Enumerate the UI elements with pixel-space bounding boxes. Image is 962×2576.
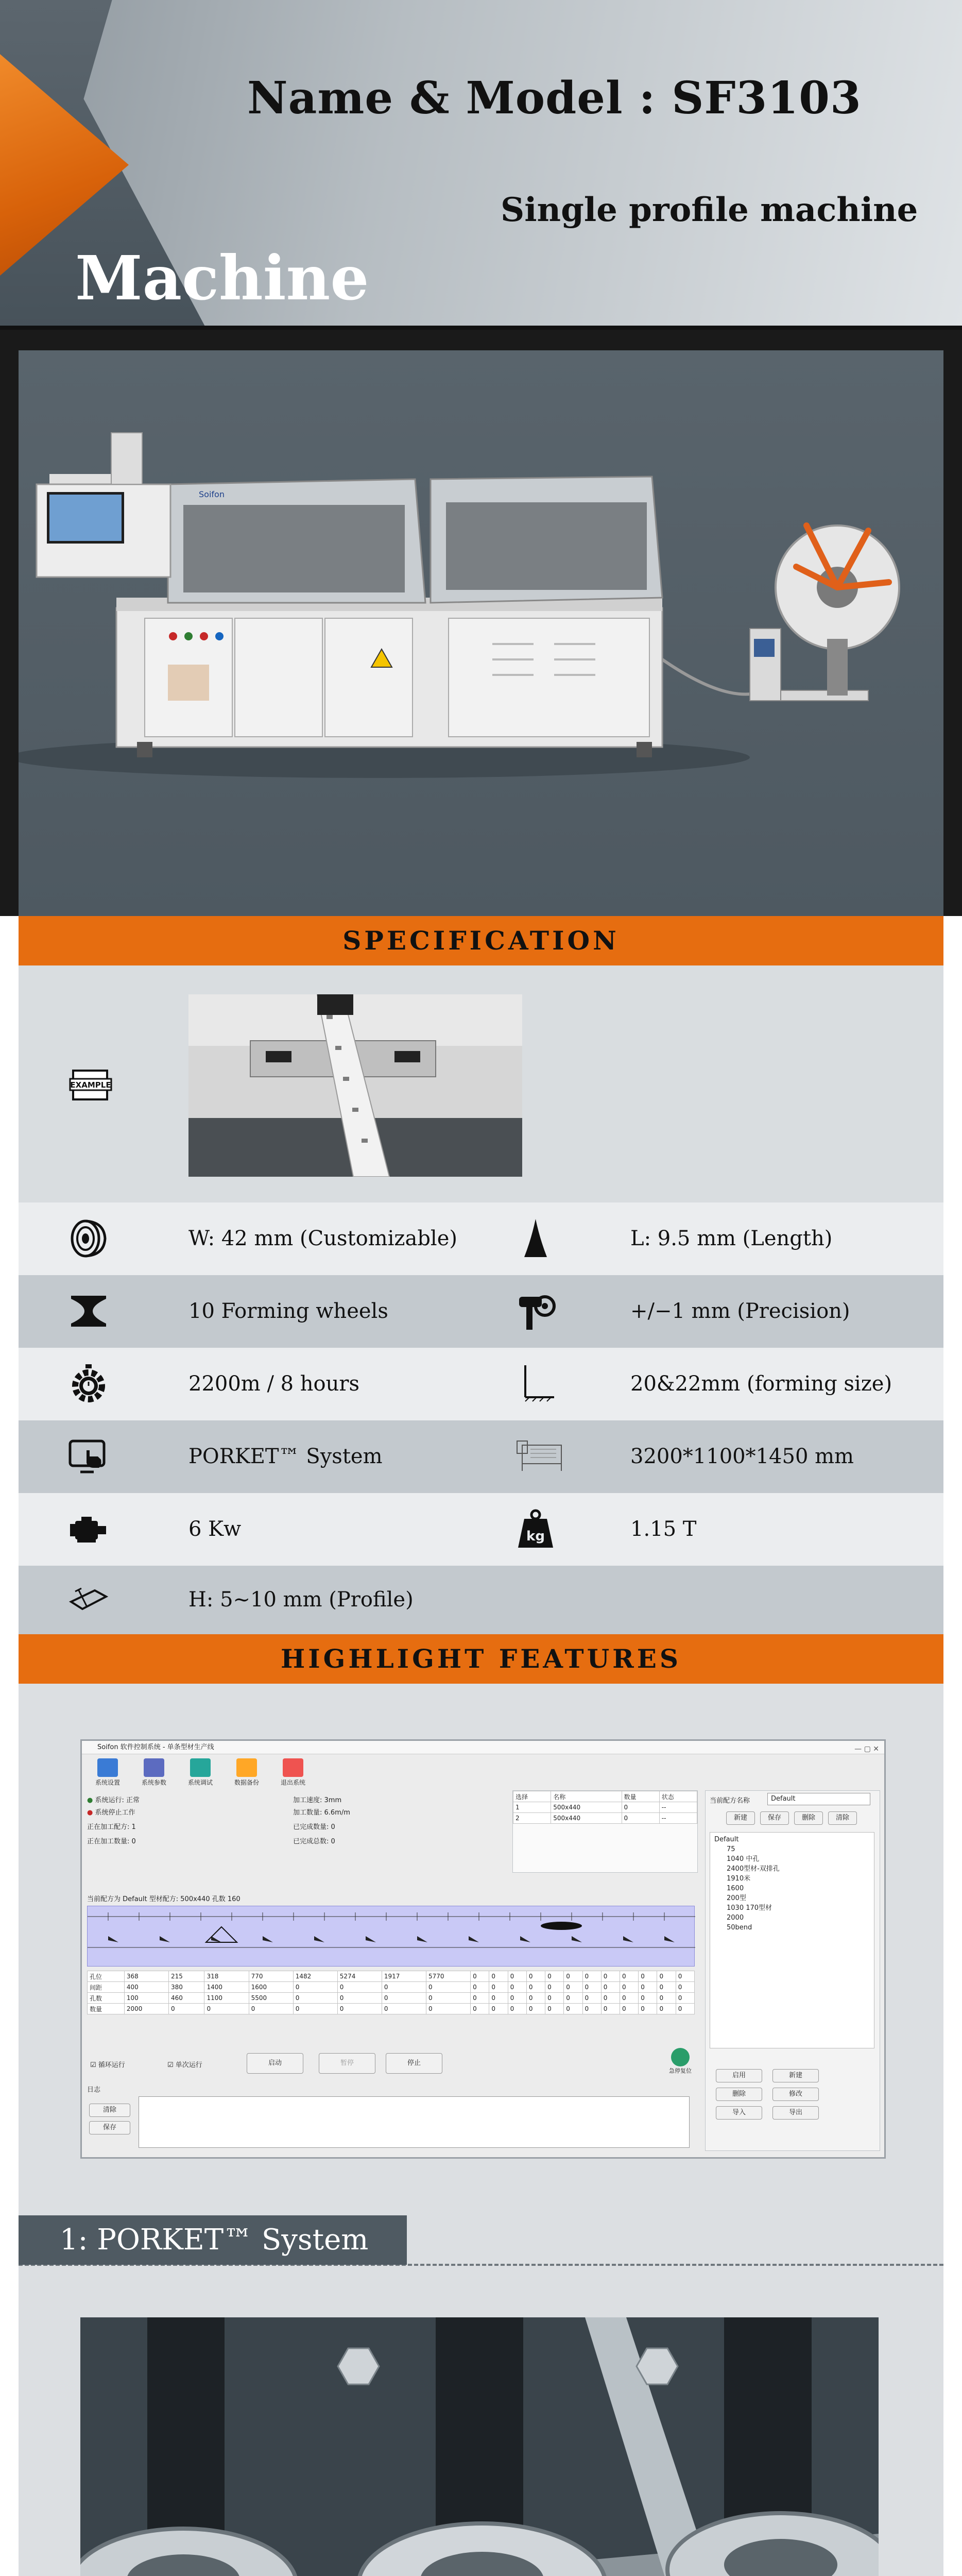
feature-1-label: 1: PORKET™ System (19, 2215, 407, 2265)
sw-log-clear-button[interactable]: 清除 (89, 2104, 130, 2117)
example-row (19, 965, 943, 1202)
forming-size-icon (515, 1363, 556, 1404)
spec-power: 6 Kw (188, 1517, 242, 1541)
tree-item[interactable]: 1040 中孔 (727, 1855, 760, 1863)
specification-banner (19, 916, 943, 965)
table-row: 2 500x440 0 -- (513, 1813, 697, 1824)
tree-item[interactable]: 50bend (727, 1924, 752, 1931)
tree-item[interactable]: 1910米 (727, 1875, 751, 1883)
sw-log-textarea[interactable] (139, 2096, 690, 2148)
sw-titlebar (82, 1741, 884, 1754)
forming-wheel-icon (68, 1291, 109, 1332)
sw-start-button[interactable]: 启动 (247, 2053, 303, 2074)
touch-screen-icon (68, 1436, 109, 1477)
sw-recipe-name-label: 当前配方名称 (710, 1797, 750, 1805)
weight-icon (515, 1509, 556, 1550)
sw-status-panel (87, 1792, 509, 1895)
spec-profile-height: H: 5~10 mm (Profile) (188, 1588, 414, 1612)
sw-title: Soifon 软件控制系统 - 单条型材生产线 (97, 1743, 214, 1751)
sw-status-2: ● 系统停止工作 (87, 1809, 135, 1817)
spec-weight: 1.15 T (630, 1517, 697, 1541)
spec-row-6 (19, 1566, 943, 1634)
caliper-icon (515, 1291, 556, 1332)
sw-status-1: ● 系统运行: 正常 (87, 1797, 140, 1804)
tree-item[interactable]: 1600 (727, 1885, 744, 1892)
tree-item[interactable]: 2400型材-双排孔 (727, 1865, 780, 1873)
kg-label: kg (526, 1529, 545, 1544)
sw-pause-button[interactable]: 暂停 (319, 2053, 375, 2074)
spec-width: W: 42 mm (Customizable) (188, 1227, 457, 1250)
sw-info-4: 已完成总数: 0 (293, 1838, 335, 1845)
spec-row-1 (19, 1202, 943, 1275)
sw-clear-button[interactable]: 清除 (828, 1811, 857, 1825)
forming-wheels-photo (80, 2317, 879, 2576)
example-label: EXAMPLE (70, 1080, 111, 1090)
sw-right-panel (705, 1790, 880, 2151)
machine-illustration (19, 350, 943, 916)
table-row: 孔位 368 215 318 770 1482 5274 1917 5770 0 0 0 0 0 0 0 0 0 0 0 0 (88, 1971, 695, 1982)
table-row: 孔数 100 460 1100 5500 0 0 0 0 0 0 0 0 0 0 0 0 0 0 0 0 (88, 1993, 695, 2004)
spec-system: PORKET™ System (188, 1445, 383, 1468)
spec-length: L: 9.5 mm (Length) (630, 1227, 833, 1250)
spec-forming-wheels: 10 Forming wheels (188, 1299, 388, 1323)
sw-save-button[interactable]: 保存 (760, 1811, 789, 1825)
machine-dimension-icon (515, 1436, 566, 1477)
sw-tool-params[interactable]: 系统参数 (133, 1757, 175, 1789)
sw-punch-ruler[interactable] (87, 1906, 695, 1967)
tree-root[interactable]: Default (714, 1836, 739, 1843)
example-icon (68, 1063, 114, 1110)
sw-recipe-table: 选择 名称 数量 状态 1 500x440 0 -- 2 500x440 0 -- (513, 1791, 697, 1824)
table-row: 间距 400 380 1400 1600 0 0 0 0 0 0 0 0 0 0 0 0 0 0 0 0 (88, 1982, 695, 1993)
sw-edit-button[interactable]: 修改 (772, 2088, 819, 2101)
debug-icon (190, 1758, 211, 1777)
profile-example-photo (188, 994, 522, 1177)
emergency-icon (671, 2048, 690, 2066)
sw-log-save-button[interactable]: 保存 (89, 2121, 130, 2134)
page-header (0, 0, 962, 330)
coil-width-icon (68, 1218, 109, 1259)
spec-row-4 (19, 1420, 943, 1493)
spec-dimensions: 3200*1100*1450 mm (630, 1445, 854, 1468)
highlight-banner (19, 1634, 943, 1684)
name-model-heading (247, 72, 862, 124)
sw-ruler-caption: 当前配方为 Default 型材配方: 500x440 孔数 160 (87, 1895, 240, 1903)
sw-log-label: 日志 (87, 2086, 101, 2094)
table-row: 数量 2000 0 0 0 0 0 0 0 0 0 0 0 0 0 0 0 0 0 0 0 (88, 2004, 695, 2014)
sw-status-4: 正在加工数量: 0 (87, 1838, 136, 1845)
sw-recipe-select[interactable]: Default (767, 1793, 870, 1805)
name-model-label: Name & Model : (247, 72, 672, 124)
sw-tool-settings[interactable]: 系统设置 (87, 1757, 128, 1789)
settings-icon (97, 1758, 118, 1777)
sw-single-checkbox[interactable]: ☑ 单次运行 (167, 2061, 202, 2069)
tools-icon (144, 1758, 164, 1777)
tree-item[interactable]: 2000 (727, 1914, 744, 1922)
sw-delete-button[interactable]: 删除 (794, 1811, 823, 1825)
model-number: SF3103 (672, 72, 862, 124)
spec-speed: 2200m / 8 hours (188, 1372, 360, 1396)
highlight-title: HIGHLIGHT FEATURES (281, 1643, 681, 1674)
motor-icon (68, 1509, 109, 1550)
gear-timer-icon (68, 1363, 109, 1404)
sw-info-2: 加工数量: 6.6m/m (293, 1809, 350, 1817)
sw-emergency-button[interactable]: 急停复位 (665, 2048, 696, 2079)
tree-item[interactable]: 1030 170型材 (727, 1904, 772, 1912)
sw-recipe-tree[interactable] (710, 1832, 874, 2048)
sw-status-3: 正在加工配方: 1 (87, 1823, 136, 1831)
machine-subtitle: Single profile machine (501, 191, 918, 229)
sw-info-1: 加工速度: 3mm (293, 1797, 342, 1804)
specification-section (19, 965, 943, 1634)
specification-title: SPECIFICATION (342, 925, 620, 956)
sw-tool-debug[interactable]: 系统调试 (180, 1757, 221, 1789)
table-row: 1 500x440 0 -- (513, 1802, 697, 1813)
sw-tool-backup[interactable]: 数据备份 (226, 1757, 267, 1789)
spec-row-2 (19, 1275, 943, 1348)
sw-info-3: 已完成数量: 0 (293, 1823, 335, 1831)
sw-new-button[interactable]: 新建 (726, 1811, 755, 1825)
sw-tool-exit[interactable]: 退出系统 (272, 1757, 314, 1789)
sw-data-table[interactable] (87, 1971, 695, 2014)
tree-item[interactable]: 200型 (727, 1894, 746, 1902)
exit-icon (283, 1758, 303, 1777)
spec-forming-size: 20&22mm (forming size) (630, 1372, 892, 1396)
software-screenshot (80, 1739, 886, 2159)
sw-enable-button[interactable]: 启用 (716, 2069, 762, 2082)
backup-icon (236, 1758, 257, 1777)
sw-remove-button[interactable]: 删除 (716, 2088, 762, 2101)
sw-recipe-list[interactable] (512, 1790, 698, 1873)
sw-stop-button[interactable]: 停止 (386, 2053, 442, 2074)
sw-export-button[interactable]: 导出 (772, 2106, 819, 2120)
sw-import-button[interactable]: 导入 (716, 2106, 762, 2120)
length-icon (515, 1218, 556, 1259)
brand-logo-text: Soifon (199, 489, 225, 499)
product-photo (19, 350, 943, 916)
spec-row-3 (19, 1348, 943, 1420)
sw-window-controls: — ▢ ✕ (854, 1745, 879, 1753)
profile-height-icon (68, 1579, 109, 1620)
sw-create-button[interactable]: 新建 (772, 2069, 819, 2082)
machine-label: Machine (75, 242, 369, 314)
spec-row-5 (19, 1493, 943, 1566)
tree-item[interactable]: 75 (727, 1845, 735, 1853)
spec-precision: +/−1 mm (Precision) (630, 1299, 850, 1323)
sw-loop-checkbox[interactable]: ☑ 循环运行 (90, 2061, 125, 2069)
